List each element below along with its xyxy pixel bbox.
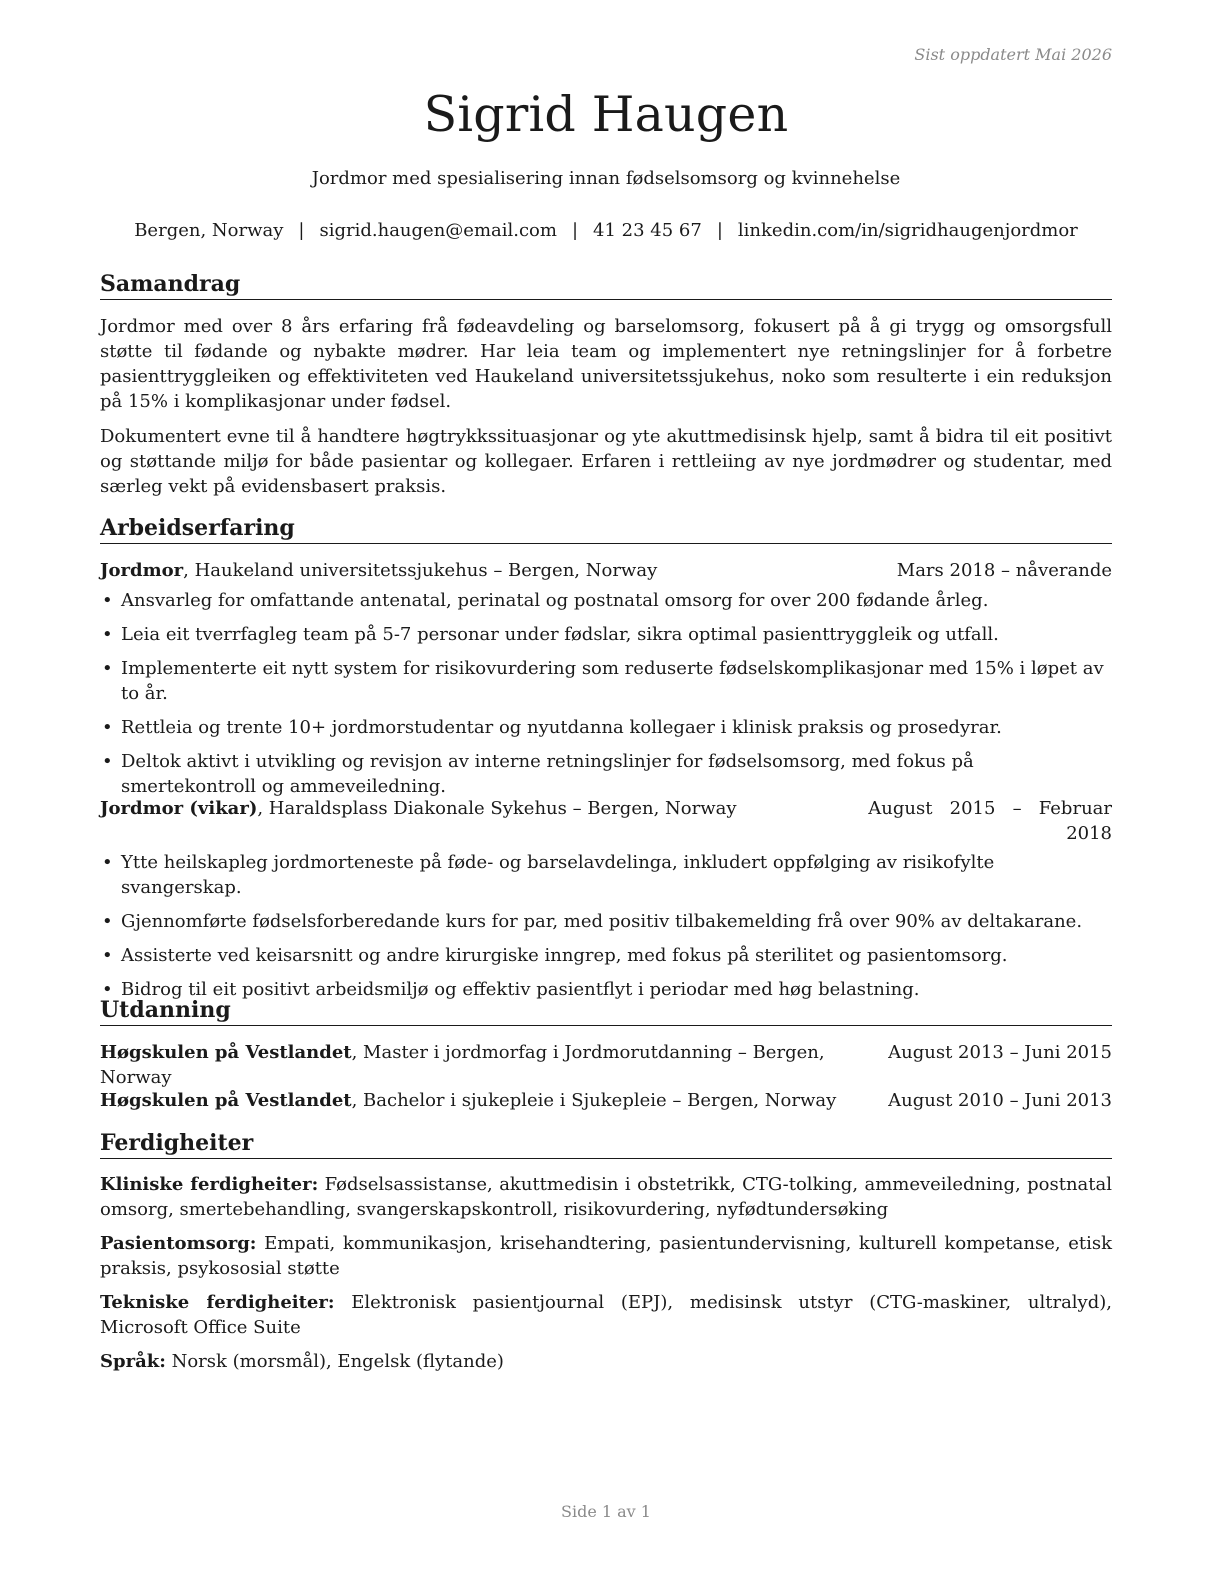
skill-label: Språk: [100, 1351, 166, 1372]
contact-linkedin[interactable]: linkedin.com/in/sigridhaugenjordmor [737, 220, 1078, 241]
skill-label: Pasientomsorg: [100, 1233, 257, 1254]
contact-email[interactable]: sigrid.haugen@email.com [319, 220, 557, 241]
skill-value: Norsk (morsmål), Engelsk (flytande) [165, 1351, 504, 1372]
list-item: • Ansvarleg for omfattande antenatal, perinatal og postnatal omsorg for over 200 fødande årleg. [100, 588, 1112, 613]
list-item: • Gjennomførte fødselsforberedande kurs for par, med positiv tilbakemelding frå over 90% av deltakarane. [100, 909, 1112, 934]
education-title-line [100, 1040, 888, 1090]
contact-location: Bergen, Norway [134, 220, 284, 241]
list-item: • Rettleia og trente 10+ jordmorstudentar og nyutdanna kollegaer i klinisk praksis og prosedyrar. [100, 715, 1112, 740]
last-updated: Sist oppdatert Mai 2026 [914, 45, 1112, 64]
job-role: Jordmor (vikar) [100, 798, 258, 819]
tagline: Jordmor med spesialisering innan fødselsomsorg og kvinnehelse [311, 168, 901, 189]
skill-label: Kliniske ferdigheiter: [100, 1174, 319, 1195]
list-item: • Bidrog til eit positivt arbeidsmiljø og effektiv pasientflyt i periodar med høg belastning. [100, 977, 1112, 1002]
section-title-education: Utdanning [100, 996, 1112, 1026]
education-entry [100, 1040, 1112, 1090]
job-employer: , Haraldsplass Diakonale Sykehus – Bergen, Norway [257, 798, 737, 819]
skill-row [100, 1290, 1112, 1340]
skill-value: Fødselsassistanse, akuttmedisin i obstetrikk, CTG-tolking, ammeveiledning, postnatal omsorg, smertebehandling, svangerskapskontroll, risikovurdering, nyfødtundersøking [100, 1174, 1112, 1220]
contact-line [100, 220, 1112, 241]
job-dates-line: 2018 [1066, 823, 1112, 844]
skill-row [100, 1349, 1112, 1374]
skill-row [100, 1231, 1112, 1281]
skill-value: Elektronisk pasientjournal (EPJ), medisinsk utstyr (CTG-maskiner, ultralyd), Microsoft Office Suite [100, 1292, 1112, 1338]
job-role: Jordmor [100, 560, 184, 581]
page-number: Side 1 av 1 [561, 1502, 651, 1521]
education-detail: , Master i jordmorfag i Jordmorutdanning – Bergen, Norway [100, 1042, 825, 1088]
contact-separator: | [298, 220, 305, 241]
list-item: • Leia eit tverrfagleg team på 5-7 personar under fødslar, sikra optimal pasienttryggleik og utfall. [100, 622, 1112, 647]
list-item: • Deltok aktivt i utvikling og revisjon av interne retningslinjer for fødselsomsorg, med fokus på smertekontroll og ammeveiledning. [100, 749, 1112, 799]
list-item: • Assisterte ved keisarsnitt og andre kirurgiske inngrep, med fokus på sterilitet og pasientomsorg. [100, 943, 1112, 968]
education-title-line [100, 1088, 836, 1113]
job-employer: , Haukeland universitetssjukehus – Bergen, Norway [183, 560, 658, 581]
section-title-experience: Arbeidserfaring [100, 514, 1112, 544]
contact-phone: 41 23 45 67 [593, 220, 702, 241]
resume-page [100, 0, 1112, 1584]
skill-label: Tekniske ferdigheiter: [100, 1292, 335, 1313]
summary-paragraph: Dokumentert evne til å handtere høgtrykkssituasjonar og yte akuttmedisinsk hjelp, samt å bidra til eit positivt og støttande miljø for både pasientar og kollegaer. Erfaren i rettleiing av nye jordmødrer og studentar, med særleg vekt på evidensbasert praksis. [100, 426, 1112, 497]
job-bullets [100, 588, 1112, 808]
contact-separator: | [716, 220, 723, 241]
job-dates: Mars 2018 – nåverande [896, 560, 1112, 581]
education-dates: August 2010 – Juni 2013 [888, 1090, 1112, 1111]
job-dates-line: August 2015 – Februar [868, 798, 1112, 819]
job-bullets [100, 850, 1112, 1011]
list-item: • Ytte heilskapleg jordmorteneste på føde- og barselavdelinga, inkludert oppfølging av risikofylte svangerskap. [100, 850, 1112, 900]
job-dates [868, 796, 1112, 846]
section-title-summary: Samandrag [100, 270, 1112, 300]
education-school: Høgskulen på Vestlandet [100, 1042, 352, 1063]
job-title-line [100, 558, 657, 583]
education-dates: August 2013 – Juni 2015 [888, 1042, 1112, 1063]
skill-value: Empati, kommunikasjon, krisehandtering, pasientundervisning, kulturell kompetanse, etisk praksis, psykososial støtte [100, 1233, 1112, 1279]
education-school: Høgskulen på Vestlandet [100, 1090, 352, 1111]
education-detail: , Bachelor i sjukepleie i Sjukepleie – Bergen, Norway [351, 1090, 837, 1111]
skill-row [100, 1172, 1112, 1222]
contact-separator: | [571, 220, 579, 241]
candidate-name: Sigrid Haugen [423, 86, 789, 143]
job-header [100, 796, 1112, 846]
summary-paragraph: Jordmor med over 8 års erfaring frå fødeavdeling og barselomsorg, fokusert på å gi trygg og omsorgsfull støtte til fødande og nybakte mødrer. Har leia team og implementert nye retningslinjer for å forbetre pasienttryggleiken og effektiviteten ved Haukeland universitetssjukehus, noko som resulterte i ein reduksjon på 15% i komplikasjonar under fødsel. [100, 316, 1112, 412]
list-item: • Implementerte eit nytt system for risikovurdering som reduserte fødselskomplikasjonar med 15% i løpet av to år. [100, 656, 1112, 706]
job-title-line [100, 796, 737, 846]
education-entry [100, 1088, 1112, 1113]
job-header [100, 558, 1112, 583]
section-title-skills: Ferdigheiter [100, 1129, 1112, 1159]
